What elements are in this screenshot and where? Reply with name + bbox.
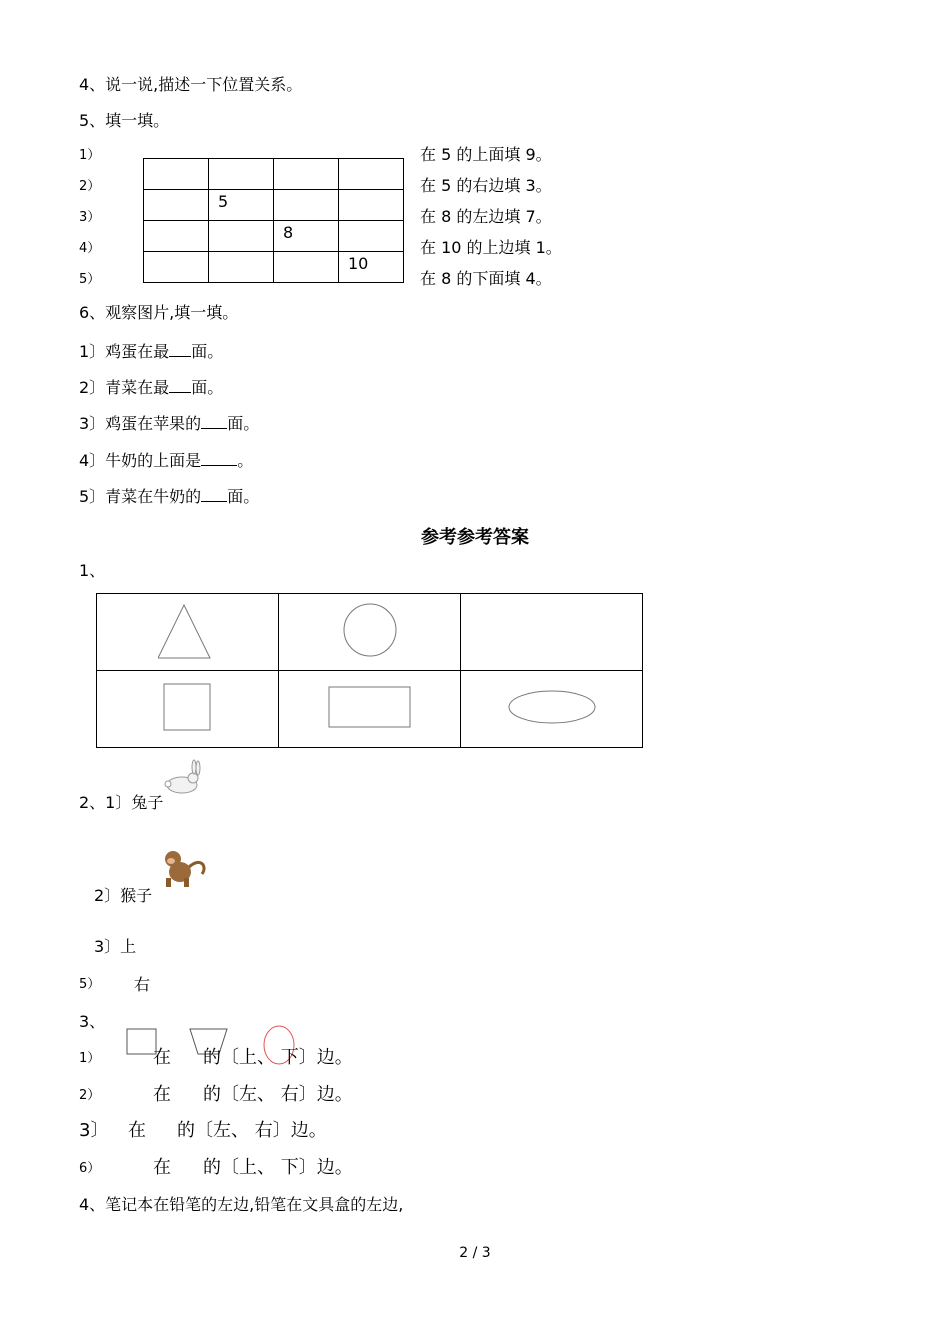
shape-cell [279,594,461,671]
answers-title: 参考参考答案 [421,527,529,548]
page-number: 2 / 3 [459,1245,491,1261]
q5-marker-1: 1） [79,148,101,163]
answer-3-row-1-number: 1） [79,1051,101,1066]
q6-item-2: 2〕青菜在最 面。 [79,378,224,397]
q5-marker-3: 3） [79,210,101,225]
grid-cell[interactable] [274,221,339,252]
q5-marker-2: 2） [79,179,101,194]
answer-blank[interactable] [169,377,191,393]
grid-cell[interactable] [144,159,209,190]
answer-3-row-2-number: 2） [79,1088,101,1103]
circle-icon [340,600,400,660]
q5-marker-5: 5） [79,272,101,287]
number-grid [143,158,404,283]
answer-3-row-3-b: 的〔左、 右〕边。 [177,1120,327,1141]
answer-blank[interactable] [201,486,227,502]
shapes-table [96,593,643,748]
answer-3-row-4-a: 在 [153,1157,171,1178]
grid-cell[interactable] [209,252,274,283]
shape-cell [97,671,279,748]
answer-3-row-1-b: 的〔上、 下〕边。 [203,1047,353,1068]
shape-cell [279,671,461,748]
grid-value: 5 [218,192,229,211]
q5-marker-4: 4） [79,241,101,256]
answer-blank[interactable] [201,413,227,429]
grid-cell[interactable] [144,252,209,283]
answer-2-item-1: 2、1〕兔子 [79,793,164,812]
shape-cell [461,594,643,671]
answer-4: 4、笔记本在铅笔的左边,铅笔在文具盒的左边, [79,1195,404,1214]
question-6: 6、观察图片,填一填。 [79,303,239,322]
q5-instruction-1: 在 5 的上面填 9。 [420,145,552,164]
answer-2-item-5-value: 右 [134,975,151,994]
grid-cell[interactable] [209,190,274,221]
grid-cell[interactable] [274,190,339,221]
q6-item-5: 5〕青菜在牛奶的 面。 [79,487,260,506]
q6-item-4: 4〕牛奶的上面是 。 [79,451,254,470]
grid-cell[interactable] [144,190,209,221]
q6-item-1: 1〕鸡蛋在最 面。 [79,342,224,361]
grid-cell[interactable] [209,221,274,252]
rabbit-icon [160,758,206,796]
grid-cell[interactable] [144,221,209,252]
q5-instruction-5: 在 8 的下面填 4。 [420,269,552,288]
answer-3-row-3-number: 3〕 [79,1120,109,1141]
q5-instruction-2: 在 5 的右边填 3。 [420,176,552,195]
square-icon [163,682,213,732]
ellipse-icon [507,689,597,725]
monkey-icon [158,848,208,888]
triangle-icon [158,600,218,660]
grid-cell[interactable] [274,252,339,283]
answer-1-label: 1、 [79,561,106,580]
q5-instruction-4: 在 10 的上边填 1。 [420,238,562,257]
answer-3-row-1-a: 在 [153,1047,171,1068]
rectangle-icon [328,685,412,729]
answer-blank[interactable] [201,450,237,466]
answer-3-label: 3、 [79,1012,106,1031]
answer-3-row-3-a: 在 [128,1120,146,1141]
answer-blank[interactable] [169,341,191,357]
grid-cell[interactable] [339,190,404,221]
question-4: 4、说一说,描述一下位置关系。 [79,75,303,94]
answer-3-row-4-b: 的〔上、 下〕边。 [203,1157,353,1178]
grid-cell[interactable] [274,159,339,190]
shape-cell [97,594,279,671]
answer-2-item-5-number: 5） [79,977,101,992]
q5-instruction-3: 在 8 的左边填 7。 [420,207,552,226]
answer-3-row-2-b: 的〔左、 右〕边。 [203,1084,353,1105]
grid-value: 8 [283,223,294,242]
question-5: 5、填一填。 [79,111,170,130]
grid-value: 10 [348,254,369,273]
answer-2-item-3: 3〕上 [94,937,137,956]
answer-3-row-2-a: 在 [153,1084,171,1105]
grid-cell[interactable] [339,252,404,283]
answer-2-item-2: 2〕猴子 [94,886,153,905]
shape-cell [461,671,643,748]
q6-item-3: 3〕鸡蛋在苹果的 面。 [79,414,260,433]
grid-cell[interactable] [209,159,274,190]
answer-3-row-4-number: 6） [79,1161,101,1176]
grid-cell[interactable] [339,159,404,190]
grid-cell[interactable] [339,221,404,252]
